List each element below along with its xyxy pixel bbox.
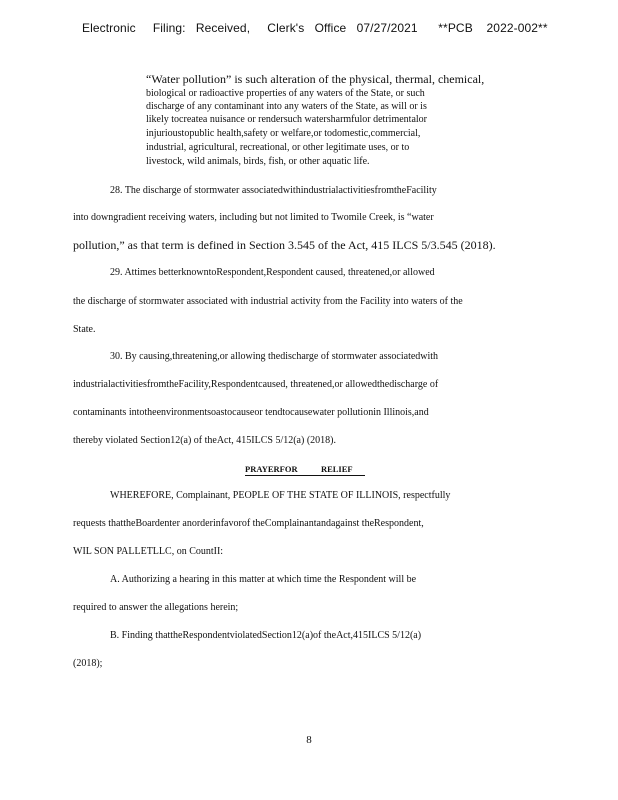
prayer-line-2: requests thattheBoardenter anorderinfavorof theComplainantandagainst theRespondent,	[73, 518, 424, 529]
para-30-line-2: industrialactivitiesfromtheFacility,Respondentcaused, threatened,or allowedthedischarge of	[73, 379, 439, 390]
quote-line-5: injurioustopublic health,safety or welfare,or todomestic,commercial,	[146, 128, 421, 139]
para-28-line-1: 28. The discharge of stormwater associatedwithindustrialactivitiesfromtheFacility	[110, 185, 437, 196]
para-30-line-4: thereby violated Section12(a) of theAct, 415ILCS 5/12(a) (2018).	[73, 435, 336, 446]
prayer-line-3: WIL SON PALLETLLC, on CountII:	[73, 546, 224, 557]
page-number: 8	[306, 734, 312, 746]
para-28-line-3: pollution,” as that term is defined in Section 3.545 of the Act, 415 ILCS 5/3.545 (2018).	[73, 238, 496, 252]
item-a-line-1: A. Authorizing a hearing in this matter at which time the Respondent will be	[110, 574, 417, 585]
quote-line-4: likely tocreatea nuisance or rendersuch watersharmfulor detrimentalor	[146, 114, 427, 125]
filing-header: Electronic Filing: Received, Clerk's Office 07/27/2021 **PCB 2022-002**	[82, 21, 548, 35]
para-29-line-2: the discharge of stormwater associated with industrial activity from the Facility into waters of the	[73, 296, 463, 307]
prayer-heading-b: RELIEF	[320, 464, 353, 474]
quote-line-6: industrial, agricultural, recreational, or other legitimate uses, or to	[146, 142, 410, 153]
quote-line-1: “Water pollution” is such alteration of the physical, thermal, chemical,	[146, 72, 485, 86]
prayer-heading-a: PRAYERFOR	[245, 464, 298, 474]
prayer-heading	[245, 464, 365, 474]
prayer-line-1: WHEREFORE, Complainant, PEOPLE OF THE STATE OF ILLINOIS, respectfully	[110, 490, 451, 501]
para-28-line-2: into downgradient receiving waters, including but not limited to Twomile Creek, is “water	[73, 212, 434, 223]
quote-line-7: livestock, wild animals, birds, fish, or other aquatic life.	[146, 156, 370, 167]
para-30-line-1: 30. By causing,threatening,or allowing thedischarge of stormwater associatedwith	[110, 351, 439, 362]
para-30-line-3: contaminants intotheenvironmentsoastocauseor tendtocausewater pollutionin Illinois,and	[73, 407, 429, 418]
para-29-line-3: State.	[73, 324, 96, 335]
item-a-line-2: required to answer the allegations herein;	[73, 602, 239, 613]
item-b-line-1: B. Finding thattheRespondentviolatedSection12(a)of theAct,415ILCS 5/12(a)	[110, 630, 422, 641]
quote-line-3: discharge of any contaminant into any waters of the State, as will or is	[146, 101, 427, 112]
quote-line-2: biological or radioactive properties of any waters of the State, or such	[146, 88, 425, 99]
item-b-line-2: (2018);	[73, 658, 103, 669]
para-29-line-1: 29. Attimes betterknowntoRespondent,Respondent caused, threatened,or allowed	[110, 267, 435, 278]
